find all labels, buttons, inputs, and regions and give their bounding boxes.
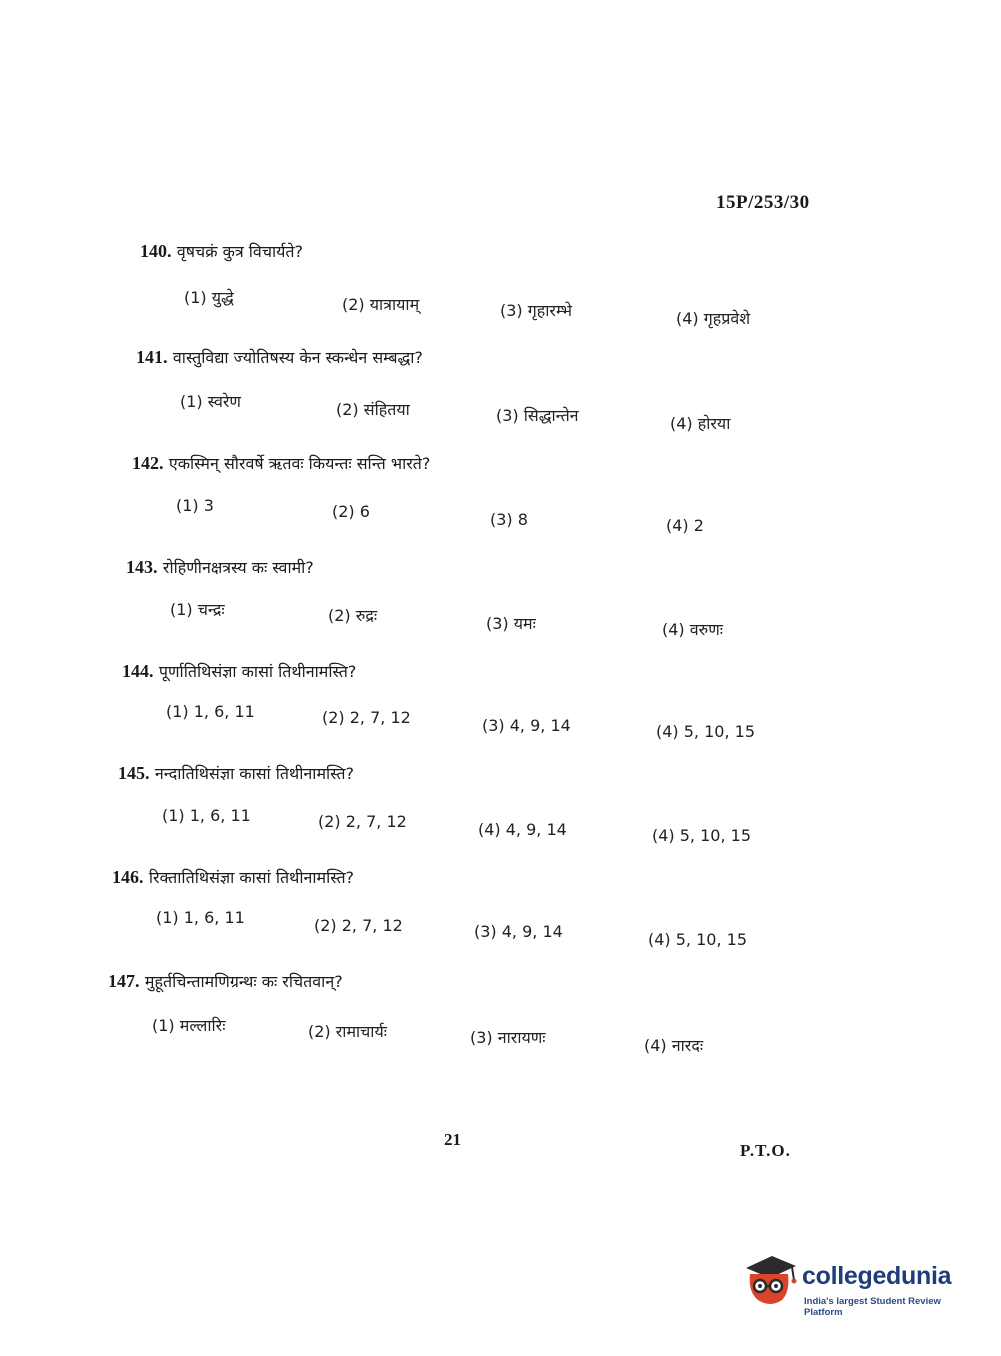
option-4: (4) गृहप्रवेशे [676, 309, 751, 328]
question-number: 142. [132, 453, 164, 473]
option-1: (1) युद्धे [184, 288, 234, 307]
question-stem [108, 970, 868, 992]
question-number: 143. [126, 557, 158, 577]
option-4: (4) होरया [670, 414, 731, 433]
option-2: (2) 6 [332, 502, 370, 521]
question-stem [112, 866, 872, 888]
question-140 [140, 240, 900, 328]
option-3: (3) 8 [490, 510, 528, 529]
page-number: 21 [444, 1130, 461, 1149]
question-stem [118, 762, 878, 784]
question-text: एकस्मिन् सौरवर्षे ऋतवः कियन्तः सन्ति भारते? [168, 454, 431, 473]
pto-label: P.T.O. [740, 1141, 791, 1160]
option-1: (1) चन्द्रः [170, 600, 225, 619]
question-143 [126, 556, 886, 639]
question-number: 145. [118, 763, 150, 783]
paper-code: 15P/253/30 [716, 192, 810, 213]
question-number: 146. [112, 867, 144, 887]
option-1: (1) मल्लारिः [152, 1016, 226, 1035]
option-1: (1) 1, 6, 11 [156, 908, 245, 927]
question-145 [118, 762, 878, 845]
question-stem [122, 660, 882, 682]
option-4: (4) नारदः [644, 1036, 704, 1055]
question-147 [108, 970, 868, 1055]
brand-name: collegedunia [802, 1262, 952, 1290]
question-stem [140, 240, 900, 262]
brand-tagline: India's largest Student Review Platform [804, 1296, 941, 1318]
question-stem [126, 556, 886, 578]
option-4: (4) 5, 10, 15 [656, 722, 755, 741]
question-stem [132, 452, 892, 474]
question-stem [136, 346, 896, 368]
option-3: (3) 4, 9, 14 [482, 716, 571, 735]
option-3: (4) 4, 9, 14 [478, 820, 567, 839]
option-3: (3) नारायणः [470, 1028, 546, 1047]
option-2: (2) रामाचार्यः [308, 1022, 387, 1041]
option-2: (2) यात्रायाम् [342, 295, 420, 314]
option-2: (2) 2, 7, 12 [314, 916, 403, 935]
question-number: 144. [122, 661, 154, 681]
option-2: (2) रुद्रः [328, 606, 378, 625]
option-4: (4) वरुणः [662, 620, 724, 639]
option-1: (1) 1, 6, 11 [166, 702, 255, 721]
option-2: (2) 2, 7, 12 [322, 708, 411, 727]
mascot-icon [742, 1252, 798, 1310]
question-text: वास्तुविद्या ज्योतिषस्य केन स्कन्धेन सम्बद्धा? [172, 348, 423, 367]
question-144 [122, 660, 882, 741]
question-141 [136, 346, 896, 433]
option-4: (4) 2 [666, 516, 704, 535]
option-4: (4) 5, 10, 15 [652, 826, 751, 845]
question-text: पूर्णातिथिसंज्ञा कासां तिथीनामस्ति? [158, 662, 357, 681]
option-4: (4) 5, 10, 15 [648, 930, 747, 949]
question-number: 140. [140, 241, 172, 261]
option-1: (1) 1, 6, 11 [162, 806, 251, 825]
question-text: वृषचक्रं कुत्र विचार्यते? [176, 242, 304, 261]
question-text: मुहूर्तचिन्तामणिग्रन्थः कः रचितवान्? [144, 972, 343, 991]
option-3: (3) 4, 9, 14 [474, 922, 563, 941]
question-146 [112, 866, 872, 949]
option-2: (2) 2, 7, 12 [318, 812, 407, 831]
collegedunia-logo[interactable] [742, 1252, 972, 1318]
option-3: (3) यमः [486, 614, 536, 633]
question-text: नन्दातिथिसंज्ञा कासां तिथीनामस्ति? [154, 764, 354, 783]
option-3: (3) सिद्धान्तेन [496, 406, 579, 425]
question-text: रोहिणीनक्षत्रस्य कः स्वामी? [162, 558, 314, 577]
question-text: रिक्तातिथिसंज्ञा कासां तिथीनामस्ति? [148, 868, 355, 887]
option-2: (2) संहितया [336, 400, 410, 419]
question-number: 147. [108, 971, 140, 991]
question-142 [132, 452, 892, 535]
option-3: (3) गृहारम्भे [500, 301, 572, 320]
option-1: (1) स्वरेण [180, 392, 241, 411]
question-number: 141. [136, 347, 168, 367]
option-1: (1) 3 [176, 496, 214, 515]
